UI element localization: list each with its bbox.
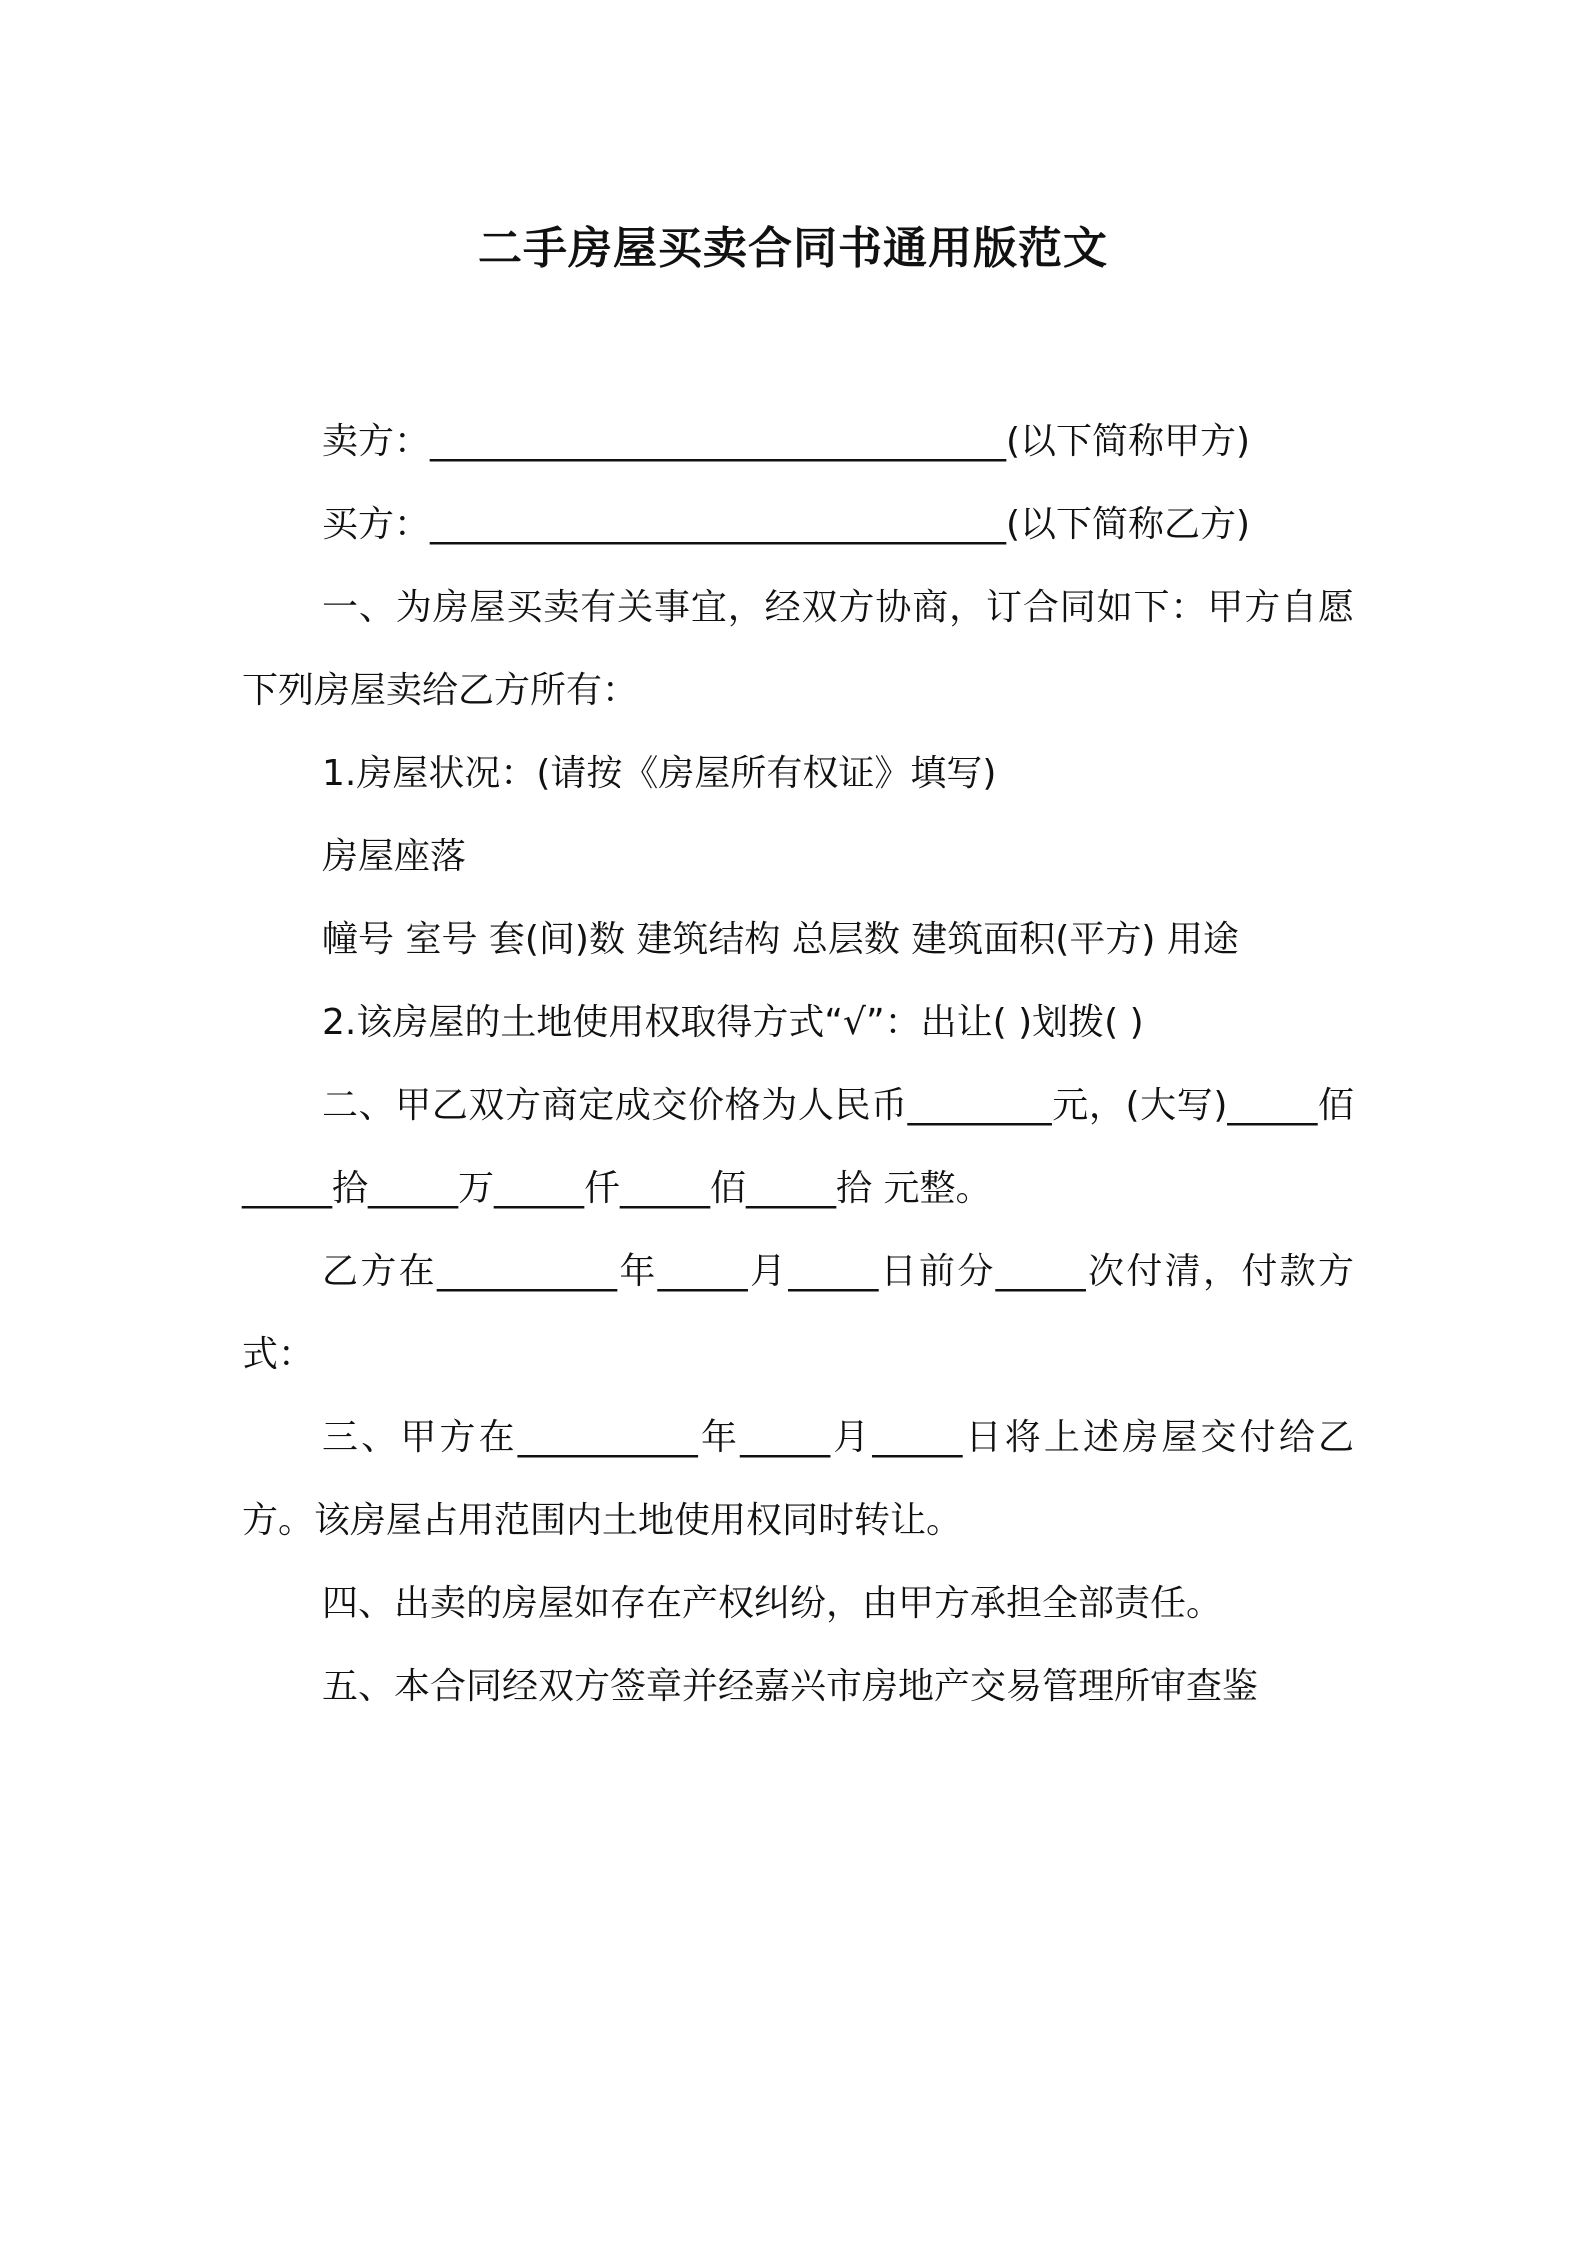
- seller-line: 卖方：________________________________(以下简称甲方): [322, 421, 1251, 462]
- house-location-label: 房屋座落: [322, 836, 467, 877]
- item-2-land-use: 2.该房屋的土地使用权取得方式“√”：出让( )划拨( ): [322, 1002, 1144, 1043]
- payment-terms: 乙方在__________年_____月_____日前分_____次付清，付款方式：: [242, 1251, 1354, 1375]
- document-body: [242, 400, 1354, 1728]
- buyer-line: 买方：________________________________(以下简称乙方): [322, 504, 1251, 545]
- item-1-house-status: 1.房屋状况：(请按《房屋所有权证》填写): [322, 753, 997, 794]
- clause-1: 一、为房屋买卖有关事宜，经双方协商，订合同如下：甲方自愿下列房屋卖给乙方所有：: [242, 587, 1354, 711]
- house-table-header: 幢号 室号 套(间)数 建筑结构 总层数 建筑面积(平方) 用途: [322, 919, 1239, 960]
- document-title: 二手房屋买卖合同书通用版范文: [478, 223, 1108, 274]
- clause-2-price: 二、甲乙双方商定成交价格为人民币________元，(大写)_____佰_____拾_____万_____仟_____佰_____拾 元整。: [242, 1085, 1354, 1209]
- clause-3-delivery: 三、甲方在__________年_____月_____日将上述房屋交付给乙方。该房屋占用范围内土地使用权同时转让。: [242, 1417, 1354, 1541]
- clause-5-approval: 五、本合同经双方签章并经嘉兴市房地产交易管理所审查鉴: [322, 1666, 1259, 1707]
- clause-4-dispute: 四、出卖的房屋如存在产权纠纷，由甲方承担全部责任。: [322, 1583, 1223, 1624]
